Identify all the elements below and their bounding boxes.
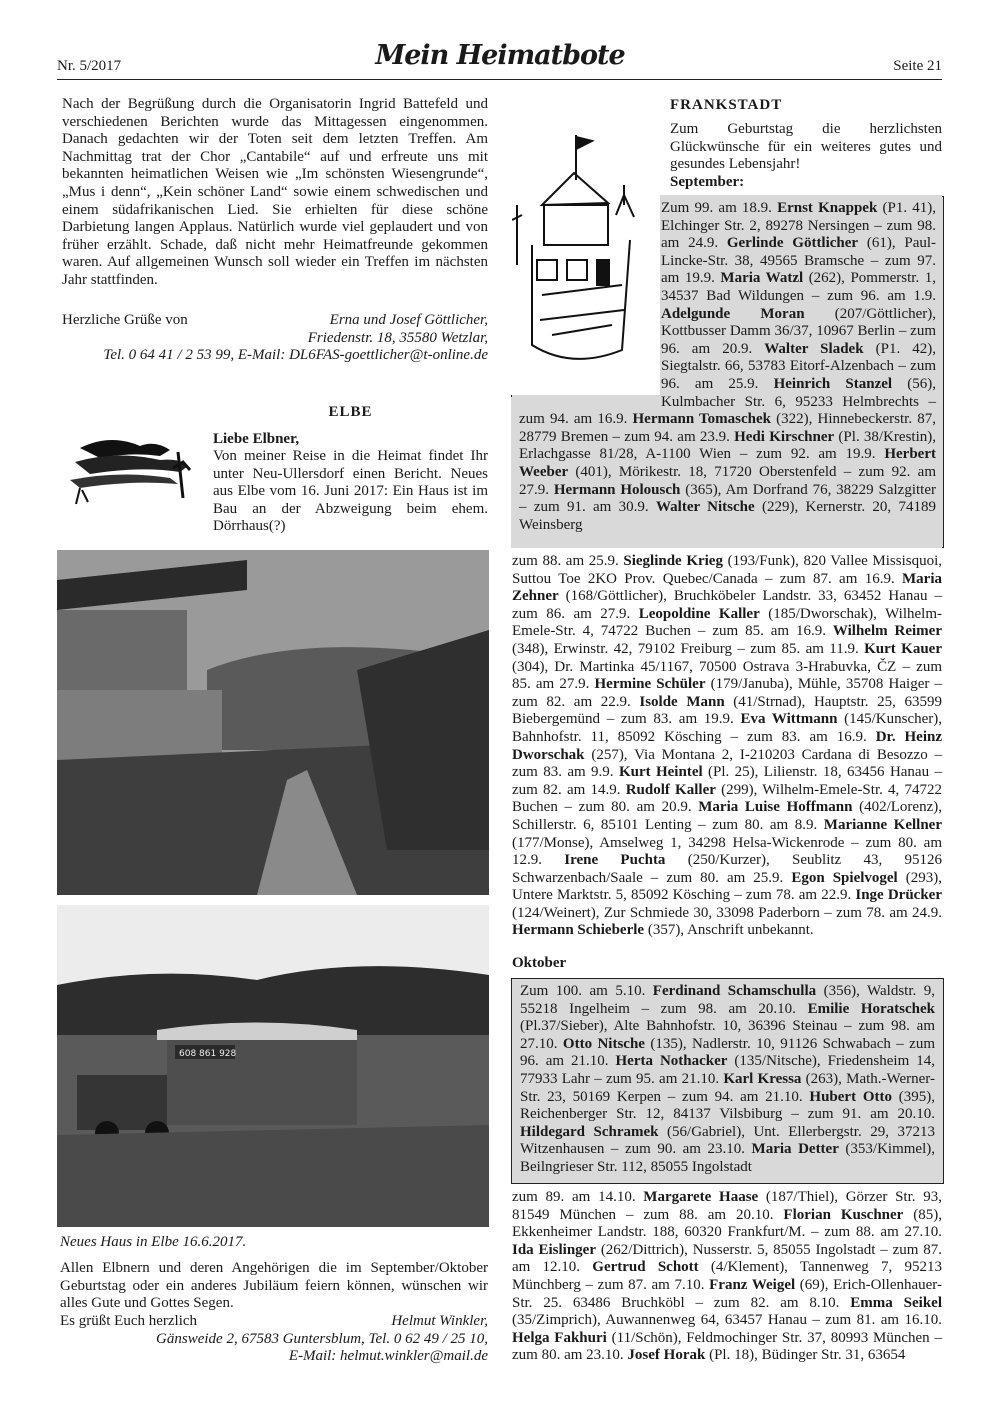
oktober-label: Oktober: [512, 955, 567, 971]
masthead-logo: Mein Heimatbote: [375, 40, 625, 71]
celebrant-details: (69), Erich-Ollenhauer-Str. 25. 63486 Bruchköbl – zum 82. am 8.10.: [512, 1276, 942, 1311]
celebrant-name: Rudolf Kaller: [625, 781, 716, 798]
celebrant-name: Hildegard Schramek: [520, 1123, 659, 1140]
celebrant-name: Herta Nothacker: [615, 1053, 728, 1070]
september-label: September:: [670, 174, 745, 190]
greeting: Herzliche Grüße von: [62, 312, 188, 328]
september-box-list: [511, 197, 936, 534]
celebrant-details: (357), Anschrift unbekannt.: [644, 922, 814, 939]
celebrant-name: Emma Seikel: [850, 1294, 942, 1311]
celebrant-details: (35/Zimprich), Auwannenweg 64, 63457 Hanau – zum 81. am 16.10.: [512, 1312, 942, 1329]
celebrant-name: Walter Nitsche: [655, 499, 755, 516]
celebrant-name: Egon Spielvogel: [791, 869, 898, 886]
celebrant-name: Gertrud Schott: [592, 1259, 699, 1276]
celebrant-name: Sieglinde Krieg: [623, 553, 723, 569]
celebrant-details: (168/Göttlicher), Bruchköbeler Landstr. 33, 63452 Hanau – zum 86. am 27.9.: [512, 588, 942, 622]
elbe-closing: Allen Elbnern und deren Angehörigen die im September/Oktober Geburtstag oder ein anderes Jubiläum feiern können, wünschen wir alles Gute und Gottes Segen.: [60, 1260, 488, 1312]
celebrant-details: Zum 100. am 5.10.: [520, 983, 653, 999]
celebrant-details: (Pl. 25), Lilienstr. 18, 63456 Hanau – zum 82. am 14.9.: [512, 764, 942, 798]
celebrant-name: Ernst Knappek: [777, 200, 878, 216]
celebrant-name: Heinrich Stanzel: [773, 375, 893, 392]
celebrant-name: Kurt Kauer: [864, 640, 942, 657]
celebrant-details: (Pl.37/Sieber), Alte Bahnhofstr. 10, 36396 Steinau – zum 98. am 27.10.: [520, 1018, 935, 1052]
elbe-sig-greeting: Es grüßt Euch herzlich: [60, 1313, 198, 1329]
elbe-sig-address: Gänsweide 2, 67583 Guntersblum, Tel. 0 62 49 / 25 10,: [156, 1331, 488, 1347]
celebrant-details: (356), Waldstr. 9, 55218 Ingelheim – zum 98. am 20.10.: [520, 983, 935, 1017]
celebrant-details: (257), Via Montana 2, I-210203 Cardana di Besozzo – zum 83. am 9.9.: [512, 746, 942, 781]
celebrant-details: (322), Hinnebeckerstr. 87, 28779 Bremen – zum 94. am 23.9.: [519, 411, 936, 445]
celebrant-details: (P1. 41), Elchinger Str. 2, 89278 Nersingen – zum 98. am 24.9.: [661, 200, 936, 252]
celebrant-details: (207/Göttlicher), Kottbusser Damm 36/37, 10967 Berlin – zum 96. am 20.9.: [661, 305, 936, 357]
celebrant-details: (124/Weinert), Zur Schmiede 30, 33098 Paderborn – zum 78. am 24.9.: [512, 904, 942, 921]
celebrant-details: (185/Dworschak), Wilhelm-Emele-Str. 4, 74722 Buchen – zum 85. am 16.9.: [512, 605, 942, 640]
frankstadt-heading: FRANKSTADT: [670, 97, 783, 113]
celebrant-name: Kurt Heintel: [618, 764, 703, 781]
september-rest-list: [512, 553, 942, 940]
celebrant-name: Helga Fakhuri: [512, 1329, 607, 1346]
celebrant-details: (353/Kimmel), Beilngrieser Str. 112, 85055 Ingolstadt: [520, 1141, 935, 1175]
signature-contact: Tel. 0 64 41 / 2 53 99, E-Mail: DL6FAS-goettlicher@t-online.de: [103, 347, 488, 363]
celebrant-details: (4/Klement), Tannenweg 7, 95213 Münchberg – zum 87. am 7.10.: [512, 1259, 942, 1293]
celebrant-name: Hermann Tomaschek: [632, 411, 772, 428]
celebrant-name: Florian Kuschner: [783, 1206, 904, 1223]
header-rule: [57, 79, 942, 80]
page-number: Seite 21: [893, 58, 942, 74]
celebrant-details: (61), Paul-Lincke-Str. 38, 49565 Bramsche – zum 97. am 19.9.: [661, 235, 937, 287]
frankstadt-intro: Zum Geburtstag die herzlichsten Glückwünsche für ein weiteres gutes und gesundes Lebensjahr!: [670, 121, 942, 173]
celebrant-details: (P1. 42), Siegtalstr. 66, 53783 Eitorf-Alzenbach – zum 96. am 25.9.: [661, 340, 936, 392]
celebrant-name: Gerlinde Göttlicher: [726, 235, 859, 252]
celebrant-details: (348), Erwinstr. 42, 79102 Freiburg – zum 85. am 11.9.: [512, 640, 865, 657]
signature-block: [62, 312, 488, 364]
celebrant-details: (179/Januba), Mühle, 35708 Haiger – zum 82. am 22.9.: [512, 676, 942, 710]
celebrant-name: Hermann Holousch: [553, 481, 681, 498]
photo-new-house: [57, 905, 489, 1227]
celebrant-details: (56), Kulmbacher Str. 6, 95233 Helmbrechts – zum 94. am 16.9.: [519, 375, 937, 428]
celebrant-details: (402/Lorenz), Schillerstr. 6, 85101 Lenting – zum 80. am 8.9.: [512, 799, 942, 833]
photo-caption: Neues Haus in Elbe 16.6.2017.: [60, 1234, 247, 1250]
celebrant-name: Hedi Kirschner: [734, 428, 835, 445]
celebrant-name: Isolde Mann: [639, 693, 725, 710]
celebrant-details: (193/Funk), 820 Vallee Missisquoi, Suttou Toe 2KO Prov. Quebec/Canada – zum 87. am 16.9.: [512, 553, 943, 587]
celebrant-details: (250/Kurzer), Seublitz 43, 95126 Schwarzenbach/Saale – zum 80. am 25.9.: [512, 852, 942, 886]
elbe-salutation: Liebe Elbner,: [213, 431, 300, 447]
celebrant-name: Maria Luise Hoffmann: [698, 799, 853, 816]
celebrant-name: Herbert Weeber: [519, 446, 936, 480]
celebrant-details: (145/Kunscher), Bahnhofstr. 11, 85092 Kösching – zum 83. am 16.9.: [512, 711, 943, 745]
celebrant-details: Zum 99. am 18.9.: [661, 200, 778, 216]
celebrant-name: Josef Horak: [627, 1347, 706, 1364]
celebrant-details: (Pl. 38/Krestin), Erlachgasse 81/28, A-1100 Wien – zum 92. am 19.9.: [519, 428, 937, 463]
celebrant-details: (135), Nadlerstr. 10, 91126 Schwabach – zum 96. am 21.10.: [520, 1035, 935, 1070]
celebrant-name: Maria Zehner: [512, 570, 942, 605]
celebrant-details: (395), Reichenberger Str. 12, 84137 Vilsbiburg – zum 91. am 20.10.: [520, 1088, 935, 1123]
celebrant-details: (262), Pommerstr. 1, 34537 Bad Wildungen – zum 96. am 1.9.: [661, 270, 937, 304]
celebrant-name: Dr. Heinz Dworschak: [512, 728, 943, 763]
celebrant-details: (177/Monse), Amselweg 1, 34298 Helsa-Wickenrode – zum 80. am 12.9.: [512, 834, 942, 869]
celebrant-name: Karl Kressa: [723, 1070, 802, 1087]
celebrant-details: (Pl. 18), Büdinger Str. 31, 63654: [705, 1347, 906, 1364]
celebrant-name: Otto Nitsche: [562, 1035, 645, 1052]
celebrant-details: (401), Mörikestr. 18, 71720 Oberstenfeld – zum 92. am 27.9.: [519, 463, 936, 498]
celebrant-details: (56/Gabriel), Unt. Ellerbergstr. 29, 37213 Witzenhausen – zum 90. am 23.10.: [520, 1123, 936, 1158]
celebrant-details: (41/Strnad), Hauptstr. 25, 63599 Biebergemünd – zum 83. am 19.9.: [512, 693, 943, 728]
photo-road-house: [57, 550, 489, 895]
signature-name: Erna und Josef Göttlicher,: [329, 312, 488, 328]
celebrant-details: (85), Ekkenheimer Landstr. 188, 60320 Frankfurt/M. – zum 88. am 27.10.: [512, 1206, 942, 1241]
celebrant-name: Ferdinand Schamschulla: [652, 983, 817, 999]
issue-number: Nr. 5/2017: [57, 58, 122, 74]
celebrant-name: Irene Puchta: [564, 852, 666, 869]
landscape-logo-icon: [60, 428, 195, 506]
celebrant-details: (187/Thiel), Görzer Str. 93, 81549 München – zum 88. am 20.10.: [512, 1189, 942, 1223]
celebrant-details: (11/Schön), Feldmochinger Str. 37, 80993 München – zum 80. am 23.10.: [512, 1329, 942, 1364]
elbe-heading: ELBE: [328, 404, 373, 420]
celebrant-name: Adelgunde Moran: [661, 305, 805, 322]
elbe-signature: [60, 1313, 488, 1365]
celebrant-details: (299), Wilhelm-Emele-Str. 4, 74722 Buchen – zum 80. am 20.9.: [512, 781, 943, 816]
celebrant-details: (304), Dr. Martinka 45/1167, 70500 Ostrava 3-Hrabuvka, ČZ – zum 85. am 27.9.: [512, 658, 942, 693]
celebrant-name: Wilhelm Reimer: [832, 623, 942, 640]
elbe-intro: Von meiner Reise in die Heimat findet Ihr unter Neu-Ullersdorf einen Bericht. Neues aus Elbe vom 16. Juni 2017: Ein Haus ist im Bau an der Abzweigung beim ehem. Dörrhaus(?): [213, 448, 488, 535]
celebrant-name: Walter Sladek: [764, 340, 864, 357]
celebrant-details: zum 89. am 14.10.: [512, 1189, 644, 1205]
photo-sign-text: 608 861 928: [179, 1049, 237, 1059]
celebrant-details: (229), Kernerstr. 20, 74189 Weinsberg: [519, 499, 936, 533]
celebrant-name: Maria Detter: [751, 1141, 839, 1158]
celebrant-name: Margarete Haase: [643, 1189, 759, 1205]
celebrant-name: Hermine Schüler: [594, 676, 706, 693]
intro-paragraph: Nach der Begrüßung durch die Organisatorin Ingrid Battefeld und verschiedenen Berichten wurde das Mittagessen eingenommen. Danach gedachten wir der Toten seit dem letzten Treffen. Am Nachmittag trat der Chor „Cantabile“ auf und erfreute uns mit bekannten heimatlichen Weisen wie „Im schönsten Wiesengrunde“, „Mus i denn“, „Kein schöner Land“ sowie einem schwedischen und einem südafrikanischen Lied. Sie erhielten für diese schöne Darbietung langen Applaus. Natürlich wurde viel geplaudert und von früher erzählt. Schade, daß nicht mehr Heimatfreunde gekommen waren. Auf allgemeinen Wunsch soll wieder ein Treffen im nächsten Jahr stattfinden.: [62, 96, 488, 288]
celebrant-name: Hermann Schieberle: [512, 922, 645, 939]
celebrant-name: Maria Watzl: [720, 270, 804, 287]
oktober-rest-list: [512, 1189, 942, 1365]
celebrant-name: Inge Drücker: [855, 887, 942, 904]
celebrant-name: Hubert Otto: [809, 1088, 892, 1105]
celebrant-name: Leopoldine Kaller: [638, 605, 760, 622]
oktober-box-list: [511, 978, 944, 1184]
celebrant-name: Marianne Kellner: [823, 816, 942, 833]
celebrant-name: Emilie Horatschek: [807, 1000, 935, 1017]
celebrant-details: (293), Untere Marktstr. 5, 85092 Kösching – zum 78. am 22.9.: [512, 869, 943, 904]
celebrant-name: Eva Wittmann: [740, 711, 838, 728]
celebrant-name: Franz Weigel: [709, 1276, 796, 1293]
celebrant-name: Ida Eislinger: [512, 1241, 596, 1258]
elbe-sig-email: E-Mail: helmut.winkler@mail.de: [288, 1348, 488, 1364]
elbe-sig-name: Helmut Winkler,: [391, 1313, 488, 1329]
celebrant-details: (365), Am Dorfrand 76, 38229 Salzgitter – zum 91. am 30.9.: [519, 481, 936, 516]
celebrant-details: (263), Math.-Werner-Str. 23, 50169 Kerpen – zum 94. am 21.10.: [520, 1070, 935, 1105]
celebrant-details: (262/Dittrich), Nusserstr. 5, 85055 Ingolstadt – zum 87. am 12.10.: [512, 1241, 942, 1276]
signature-address: Friedenstr. 18, 35580 Wetzlar,: [307, 330, 488, 346]
celebrant-details: zum 88. am 25.9.: [512, 553, 624, 569]
celebrant-details: (135/Nitsche), Friedensheim 14, 77933 Lahr – zum 95. am 21.10.: [520, 1053, 935, 1087]
